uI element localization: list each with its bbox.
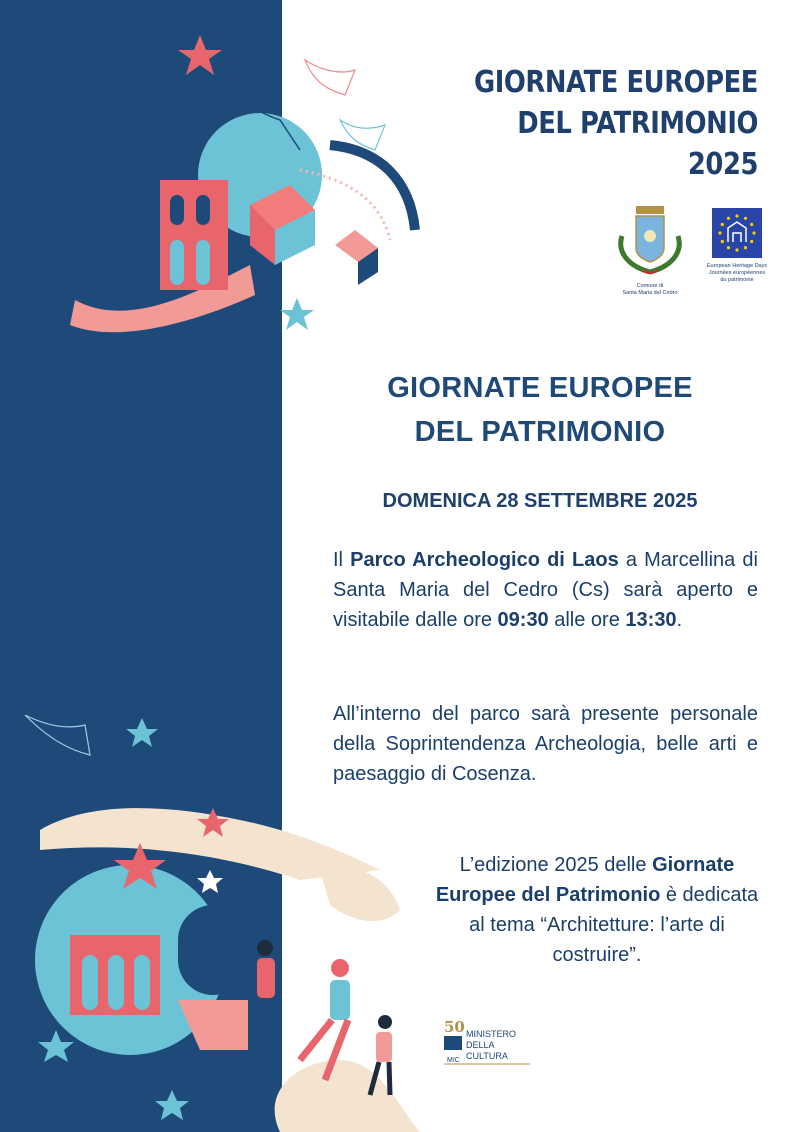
star-icon xyxy=(126,718,158,747)
header-title-line1: GIORNATE EUROPEE xyxy=(474,65,758,100)
comune-caption-line1: Comune di xyxy=(636,283,664,289)
small-house-top xyxy=(335,230,378,285)
star-icon xyxy=(38,1030,74,1062)
mic-logo-icon xyxy=(444,1018,544,1066)
main-title-line2: DEL PATRIMONIO xyxy=(414,416,666,448)
coral-arch-building-bottom xyxy=(70,935,160,1015)
eu-caption-line2: Journées européennes xyxy=(708,270,766,276)
header-title xyxy=(448,62,758,185)
eu-caption-line3: du patrimoine xyxy=(720,277,754,283)
dove-outline-icon xyxy=(305,60,355,95)
header-title-line3: 2025 xyxy=(687,147,758,182)
star-icon xyxy=(197,870,223,893)
theme-paragraph: L’edizione 2025 delle Giornate Europee del Patrimonio è dedicata al tema “Architetture: l’arte di costruire”. xyxy=(435,854,759,966)
comune-crest-logo xyxy=(612,206,688,297)
eu-stars-icon xyxy=(712,208,762,258)
european-heritage-days-logo xyxy=(706,208,768,284)
svg-text:CULTURA: CULTURA xyxy=(466,1051,508,1061)
staff-paragraph: All’interno del parco sarà presente personale della Soprintendenza Archeologia, belle arti e paesaggio di Cosenza. xyxy=(333,703,758,785)
main-title xyxy=(300,366,780,454)
anniversary-number: 50 xyxy=(444,1018,465,1036)
main-title-line1: GIORNATE EUROPEE xyxy=(387,372,693,404)
closing-time: 13:30 xyxy=(625,609,677,631)
opening-time: 09:30 xyxy=(497,609,549,631)
opening-hours-paragraph: Il Parco Archeologico di Laos a Marcellina di Santa Maria del Cedro (Cs) sarà aperto e visitabile dalle ore 09:30 alle ore 13:30. xyxy=(333,549,758,631)
crest-icon xyxy=(612,206,688,278)
ministero-cultura-logo xyxy=(444,1018,544,1066)
park-name: Parco Archeologico di Laos xyxy=(350,549,619,571)
header-title-line2: DEL PATRIMONIO xyxy=(517,106,758,141)
svg-text:MIC: MIC xyxy=(447,1057,460,1064)
star-icon xyxy=(280,298,314,330)
dove-outline-icon xyxy=(25,715,90,755)
event-date: DOMENICA 28 SETTEMBRE 2025 xyxy=(382,490,698,512)
svg-text:DELLA: DELLA xyxy=(466,1040,495,1050)
svg-text:MINISTERO: MINISTERO xyxy=(466,1029,517,1039)
comune-caption-line2: Santa Maria del Cedro xyxy=(622,290,678,296)
star-icon xyxy=(155,1090,189,1120)
event-name: Giornate Europee del Patrimonio xyxy=(435,854,735,906)
eu-caption-line1: European Heritage Days xyxy=(706,263,768,269)
coral-arch-building-top xyxy=(160,180,228,290)
star-icon xyxy=(178,35,222,75)
family-figures xyxy=(257,940,392,1095)
